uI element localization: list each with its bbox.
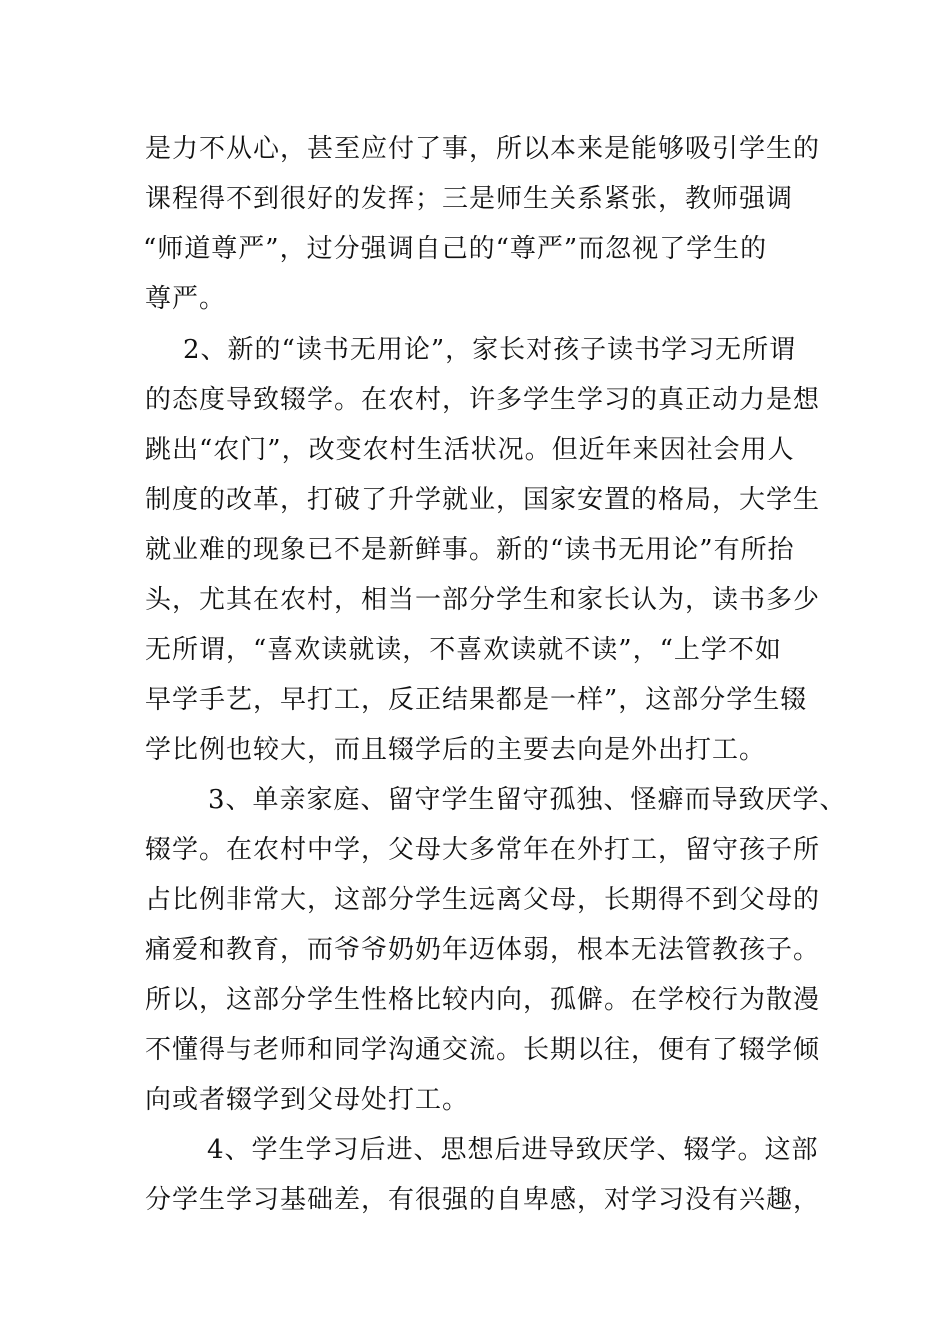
- text-line: 尊严。: [145, 284, 227, 314]
- text-line: 是力不从心，甚至应付了事，所以本来是能够吸引学生的: [145, 134, 821, 164]
- paragraph-3-start: 3、单亲家庭、留守学生留守孤独、怪癖而导致厌学、: [208, 785, 847, 815]
- text-line: 头，尤其在农村，相当一部分学生和家长认为，读书多少: [145, 585, 821, 615]
- paragraph-4-start: 4、学生学习后进、思想后进导致厌学、辍学。这部: [207, 1135, 819, 1165]
- text-line: 分学生学习基础差，有很强的自卑感，对学习没有兴趣，: [145, 1185, 821, 1215]
- text-line: 学比例也较大，而且辍学后的主要去向是外出打工。: [145, 735, 767, 765]
- text-line: 所以，这部分学生性格比较内向，孤僻。在学校行为散漫: [145, 985, 821, 1015]
- text-line: 制度的改革，打破了升学就业，国家安置的格局，大学生: [145, 485, 821, 515]
- text-line: 的态度导致辍学。在农村，许多学生学习的真正动力是想: [145, 385, 821, 415]
- text-line: 早学手艺，早打工，反正结果都是一样”，这部分学生辍: [145, 685, 808, 715]
- text-line: 痛爱和教育，而爷爷奶奶年迈体弱，根本无法管教孩子。: [145, 935, 821, 965]
- text-line: 跳出“农门”，改变农村生活状况。但近年来因社会用人: [145, 435, 795, 465]
- text-line: “师道尊严”，过分强调自己的“尊严”而忽视了学生的: [143, 234, 768, 264]
- text-line: 就业难的现象已不是新鲜事。新的“读书无用论”有所抬: [145, 535, 795, 565]
- text-line: 辍学。在农村中学，父母大多常年在外打工，留守孩子所: [145, 835, 821, 865]
- text-line: 占比例非常大，这部分学生远离父母，长期得不到父母的: [145, 885, 821, 915]
- paragraph-2-start: 2、新的“读书无用论”，家长对孩子读书学习无所谓: [183, 335, 797, 365]
- text-line: 课程得不到很好的发挥；三是师生关系紧张，教师强调: [145, 184, 794, 214]
- text-line: 向或者辍学到父母处打工。: [145, 1085, 470, 1115]
- text-line: 不懂得与老师和同学沟通交流。长期以往，便有了辍学倾: [145, 1035, 821, 1065]
- text-line: 无所谓，“喜欢读就读，不喜欢读就不读”，“上学不如: [145, 635, 782, 665]
